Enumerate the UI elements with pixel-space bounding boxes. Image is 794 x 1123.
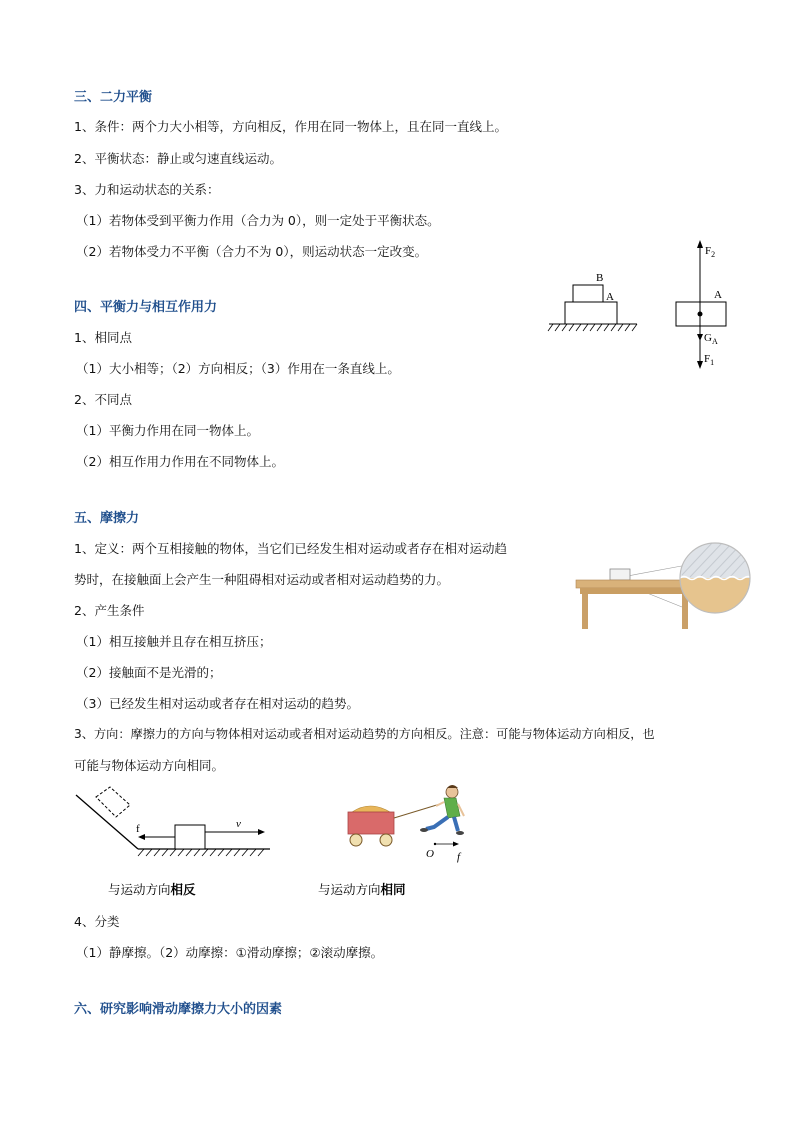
table-friction-figure: [572, 535, 752, 635]
stacked-blocks-figure: [545, 265, 640, 340]
s3-line-2: 2、平衡状态：静止或匀速直线运动。: [74, 151, 282, 166]
incline-f-label: f: [136, 823, 140, 835]
s4-line-1: 1、相同点: [74, 330, 132, 345]
s5-line-6: （3）已经发生相对运动或者存在相对运动的趋势。: [76, 696, 359, 711]
caption-same-prefix: 与运动方向: [318, 882, 381, 897]
caption-opposite-prefix: 与运动方向: [108, 882, 171, 897]
force-f2-label: $F_2$: [705, 245, 716, 259]
incline-friction-figure: [70, 785, 275, 860]
section-6-heading: 六、研究影响滑动摩擦力大小的因素: [74, 1002, 283, 1017]
s4-line-3: 2、不同点: [74, 392, 132, 407]
s3-line-4: （1）若物体受到平衡力作用（合力为 0），则一定处于平衡状态。: [76, 213, 440, 228]
s5-line-4: （1）相互接触并且存在相互挤压；: [76, 634, 272, 649]
s3-line-1: 1、条件：两个力大小相等，方向相反，作用在同一物体上，且在同一直线上。: [74, 119, 507, 134]
section-3-heading: 三、二力平衡: [74, 90, 153, 105]
s5-line-5: （2）接触面不是光滑的；: [76, 665, 222, 680]
s4-line-2: （1）大小相等；（2）方向相反；（3）作用在一条直线上。: [76, 361, 400, 376]
force-a-label: A: [714, 289, 722, 301]
force-ga-label: $G_A$: [704, 332, 718, 346]
s5-line-9: 4、分类: [74, 914, 120, 929]
s3-line-5: （2）若物体受力不平衡（合力不为 0），则运动状态一定改变。: [76, 244, 428, 259]
s5-line-7: 3、方向：摩擦力的方向与物体相对运动或者相对运动趋势的方向相反。注意：可能与物体运动方向相反，也: [74, 727, 655, 741]
force-f1-label: $F_1$: [704, 353, 715, 367]
s5-line-3: 2、产生条件: [74, 603, 145, 618]
cart-o-label: O: [426, 848, 434, 860]
cart-f-label: f: [457, 851, 461, 863]
caption-opposite: [108, 880, 196, 898]
s4-line-4: （1）平衡力作用在同一物体上。: [76, 423, 259, 438]
block-a-label: A: [606, 291, 614, 303]
caption-same: [318, 880, 406, 898]
s5-line-2: 势时，在接触面上会产生一种阻碍相对运动或者相对运动趋势的力。: [74, 572, 450, 587]
section-4-heading: 四、平衡力与相互作用力: [74, 300, 218, 315]
s5-line-10: （1）静摩擦。（2）动摩擦：①滑动摩擦；②滚动摩擦。: [76, 945, 384, 960]
s5-line-8: 可能与物体运动方向相同。: [74, 758, 225, 773]
force-diagram-figure: [670, 238, 740, 373]
incline-v-label: v: [236, 818, 241, 830]
s5-line-1: 1、定义：两个互相接触的物体，当它们已经发生相对运动或者存在相对运动趋: [74, 541, 507, 556]
s3-line-3: 3、力和运动状态的关系：: [74, 182, 220, 197]
s4-line-5: （2）相互作用力作用在不同物体上。: [76, 454, 284, 469]
cart-pulling-figure: [340, 782, 480, 864]
caption-opposite-bold: 相反: [170, 882, 196, 897]
section-5-heading: 五、摩擦力: [74, 511, 140, 526]
block-b-label: B: [596, 272, 604, 284]
caption-same-bold: 相同: [380, 882, 406, 897]
